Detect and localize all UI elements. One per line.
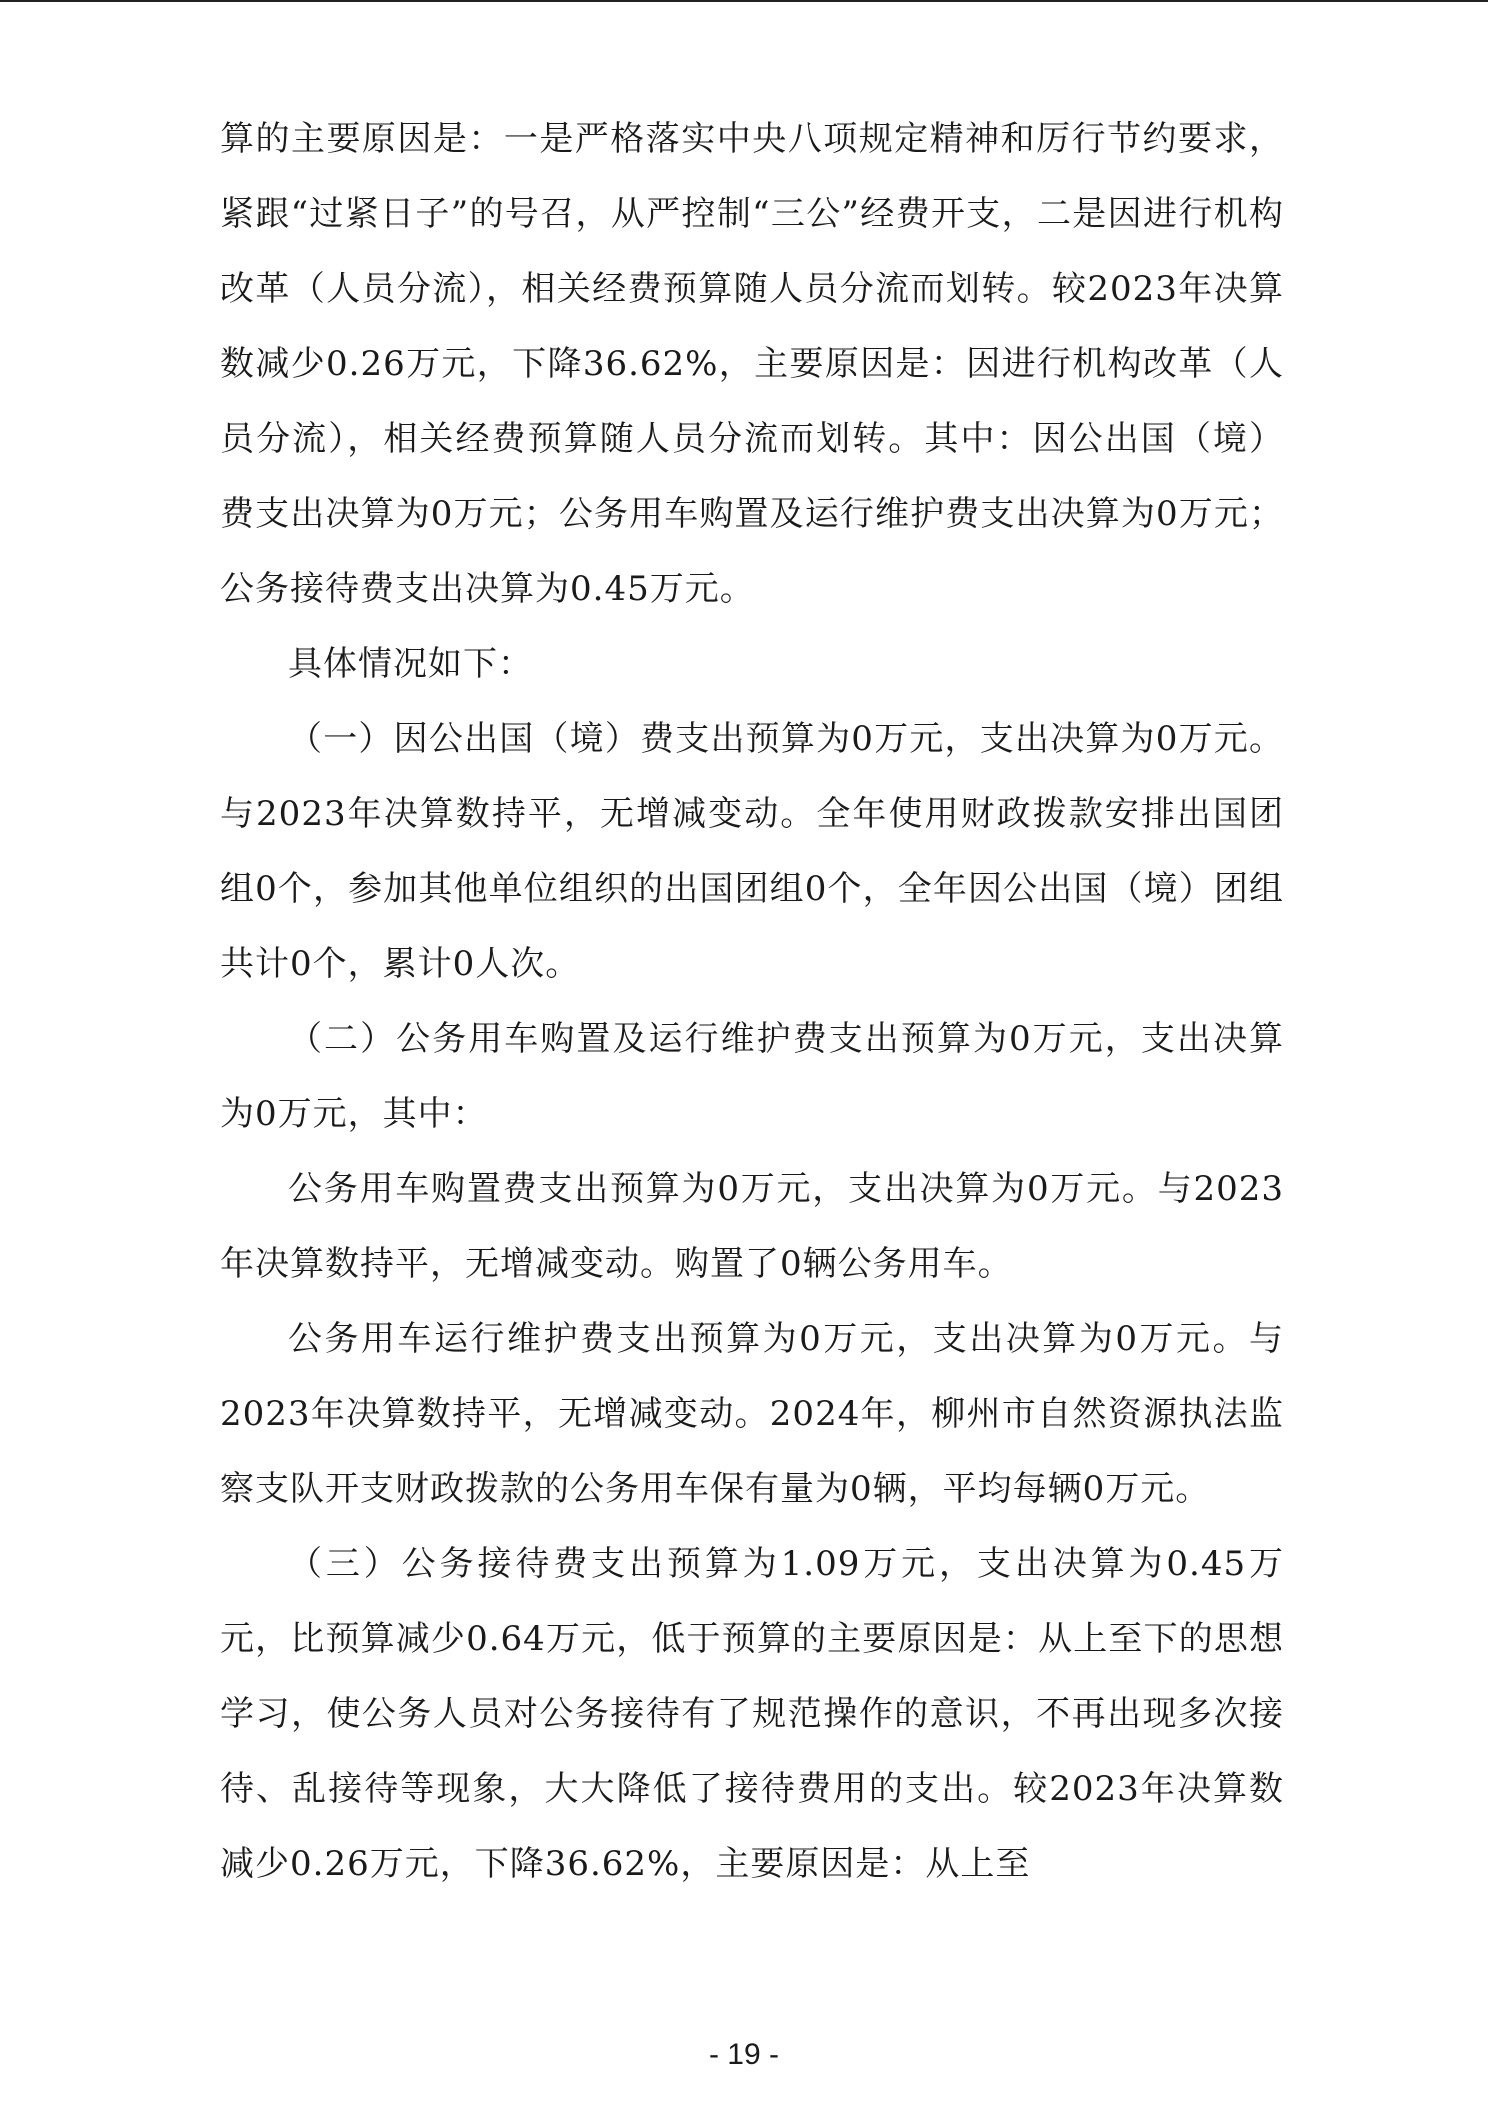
paragraph-official-reception: （三）公务接待费支出预算为1.09万元，支出决算为0.45万元，比预算减少0.64万元，低于预算的主要原因是：从上至下的思想学习，使公务人员对公务接待有了规范操作的意识，不再出现多次接待、乱接待等现象，大大降低了接待费用的支出。较2023年决算数减少0.26万元，下降36.62%，主要原因是：从上至 xyxy=(220,1544,1284,1884)
paragraph-details-intro: 具体情况如下： xyxy=(288,644,533,684)
paragraph-vehicle-purchase: 公务用车购置费支出预算为0万元，支出决算为0万元。与2023年决算数持平，无增减变动。购置了0辆公务用车。 xyxy=(220,1169,1284,1284)
paragraph-budget-reasons: 算的主要原因是：一是严格落实中央八项规定精神和厉行节约要求，紧跟“过紧日子”的号召，从严控制“三公”经费开支，二是因进行机构改革（人员分流），相关经费预算随人员分流而划转。较2023年决算数减少0.26万元，下降36.62%，主要原因是：因进行机构改革（人员分流），相关经费预算随人员分流而划转。其中：因公出国（境）费支出决算为0万元；公务用车购置及运行维护费支出决算为0万元；公务接待费支出决算为0.45万元。 xyxy=(220,119,1284,609)
paragraph-vehicle-summary: （二）公务用车购置及运行维护费支出预算为0万元，支出决算为0万元，其中： xyxy=(220,1019,1284,1134)
document-body xyxy=(220,102,1284,1902)
page-number: - 19 - xyxy=(708,2038,780,2071)
paragraph-overseas-travel: （一）因公出国（境）费支出预算为0万元，支出决算为0万元。与2023年决算数持平，无增减变动。全年使用财政拨款安排出国团组0个，参加其他单位组织的出国团组0个，全年因公出国（境）团组共计0个，累计0人次。 xyxy=(220,719,1284,984)
paragraph-vehicle-maintenance: 公务用车运行维护费支出预算为0万元，支出决算为0万元。与2023年决算数持平，无增减变动。2024年，柳州市自然资源执法监察支队开支财政拨款的公务用车保有量为0辆，平均每辆0万元。 xyxy=(220,1319,1284,1509)
